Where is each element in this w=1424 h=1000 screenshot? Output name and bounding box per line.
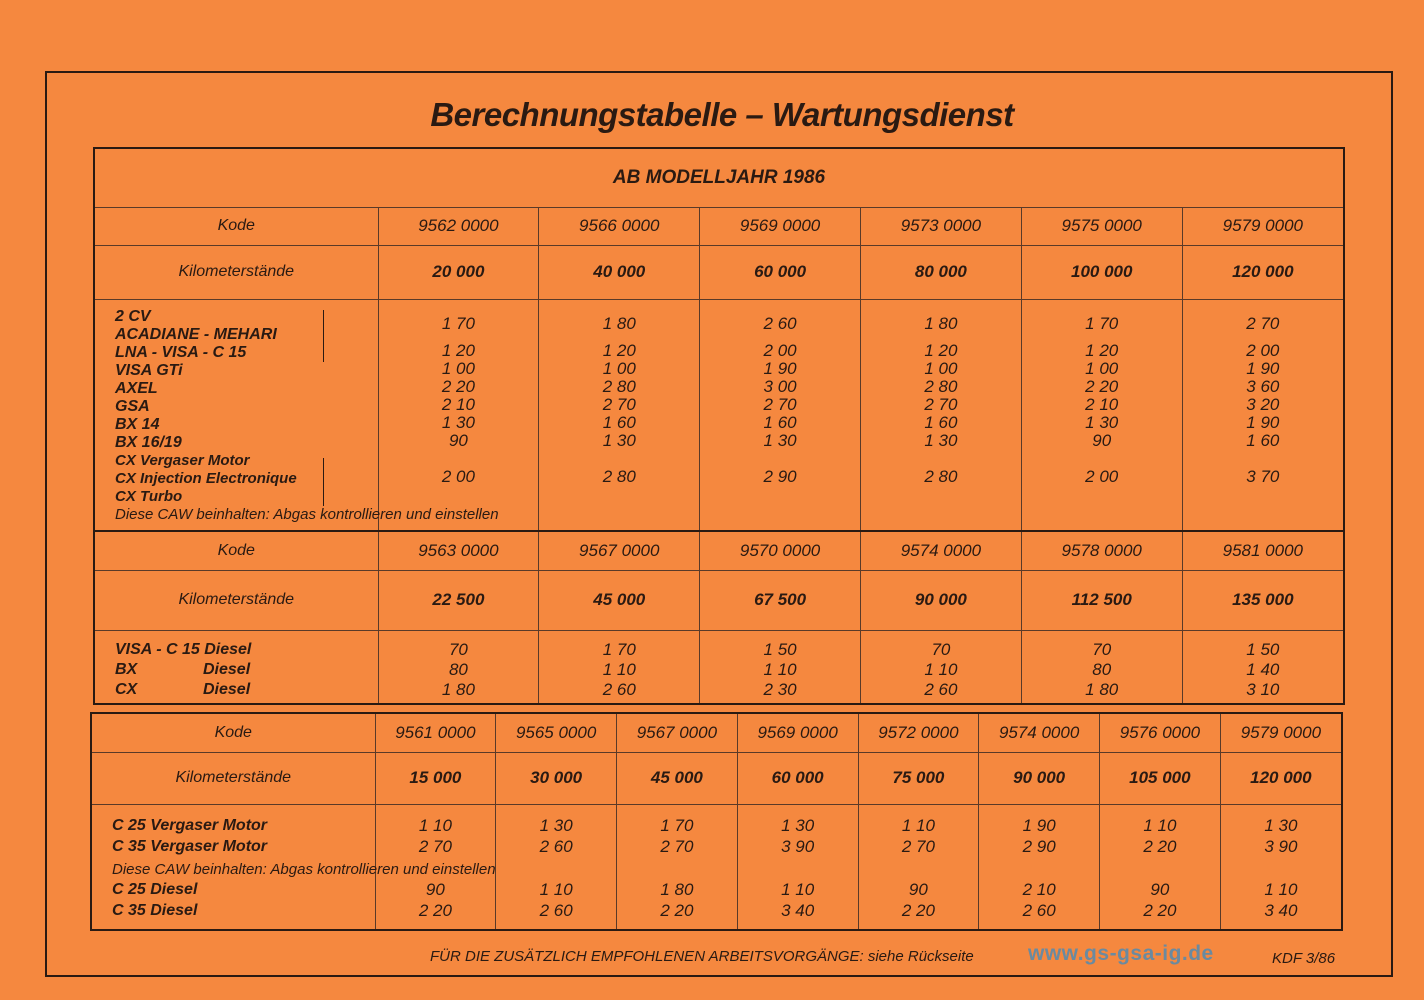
value: 90: [1092, 430, 1112, 450]
value: 2 60: [602, 679, 636, 699]
value-column: [378, 299, 539, 532]
value: 1 30: [781, 815, 815, 835]
code-cell: 9569 0000: [700, 207, 861, 245]
value-column: [539, 299, 700, 532]
code-cell: 9567 0000: [539, 532, 700, 570]
code-row: [95, 207, 1343, 245]
table-section-2: [93, 530, 1345, 705]
value-column: [539, 630, 700, 703]
value: 2 60: [924, 679, 958, 699]
value: 1 30: [763, 430, 797, 450]
value: 2 70: [602, 394, 636, 414]
value: 2 30: [763, 679, 797, 699]
value: 1 10: [901, 815, 935, 835]
model-names: [95, 630, 378, 703]
value: 90: [448, 430, 468, 450]
caw-note: Diese CAW beinhalten: Abgas kontrollieren und einstellen: [115, 505, 499, 523]
value: 2 70: [763, 394, 797, 414]
value: 2 20: [1143, 836, 1177, 856]
value: 1 10: [539, 879, 573, 899]
value: 1 90: [1246, 358, 1280, 378]
value: 1 10: [1143, 815, 1177, 835]
page-title: Berechnungstabelle – Wartungsdienst: [430, 96, 1014, 133]
code-cell: 9567 0000: [617, 714, 738, 752]
brace: [317, 310, 324, 362]
code-cell: 9562 0000: [378, 207, 539, 245]
value: 70: [448, 639, 468, 659]
value: 2 20: [901, 900, 935, 920]
value: 1 90: [763, 358, 797, 378]
value: 1 80: [1085, 679, 1119, 699]
value: 1 70: [660, 815, 694, 835]
km-label: Kilometerstände: [92, 752, 375, 804]
code-cell: 9579 0000: [1182, 207, 1343, 245]
price-row: [95, 299, 1343, 532]
model-name: VISA - C 15 Diesel: [115, 640, 252, 658]
km-label: Kilometerstände: [95, 245, 378, 299]
value: 1 80: [441, 679, 475, 699]
value: 2 00: [1085, 466, 1119, 486]
model-name: LNA - VISA - C 15: [115, 343, 247, 361]
model-name: BX 16/19: [115, 433, 182, 451]
value: 2 60: [539, 900, 573, 920]
value: 2 80: [924, 376, 958, 396]
model-name: CX Vergaser Motor: [115, 451, 250, 469]
watermark-url: www.gs-gsa-ig.de: [1028, 942, 1214, 965]
value: 70: [1092, 639, 1112, 659]
value: 2 20: [1085, 376, 1119, 396]
value: 80: [448, 659, 468, 679]
kode-label: Kode: [95, 207, 378, 245]
value: 3 10: [1246, 679, 1280, 699]
value-column: [1220, 804, 1341, 929]
km-cell: 120 000: [1220, 752, 1341, 804]
value: 1 30: [1264, 815, 1298, 835]
value-column: [860, 299, 1021, 532]
value: 90: [908, 879, 928, 899]
value: 2 00: [441, 466, 475, 486]
value: 1 10: [763, 659, 797, 679]
code-row: [95, 532, 1343, 570]
value: 2 80: [602, 466, 636, 486]
value: 1 00: [1085, 358, 1119, 378]
value-column: [1182, 299, 1343, 532]
km-cell: 22 500: [378, 570, 539, 630]
model-name: CX Injection Electronique: [115, 469, 297, 487]
km-row: [92, 752, 1341, 804]
section-header: AB MODELLJAHR 1986: [95, 149, 1343, 207]
value: 1 20: [924, 340, 958, 360]
model-name: 2 CV: [115, 307, 151, 325]
table-section-3: [90, 712, 1343, 931]
value: 70: [931, 639, 951, 659]
code-cell: 9569 0000: [737, 714, 858, 752]
value-column: [858, 804, 979, 929]
value: 1 70: [1085, 313, 1119, 333]
value: 1 70: [441, 313, 475, 333]
code-cell: 9574 0000: [979, 714, 1100, 752]
value: 2 60: [763, 313, 797, 333]
value: 1 70: [602, 639, 636, 659]
value-column: [979, 804, 1100, 929]
km-cell: 90 000: [979, 752, 1100, 804]
code-row: [92, 714, 1341, 752]
km-cell: 40 000: [539, 245, 700, 299]
kode-label: Kode: [95, 532, 378, 570]
value: 1 10: [924, 659, 958, 679]
value: 1 10: [602, 659, 636, 679]
value: 2 90: [1022, 836, 1056, 856]
price-row: [92, 804, 1341, 929]
table-section-1: [93, 147, 1345, 532]
km-cell: 45 000: [617, 752, 738, 804]
code-cell: 9563 0000: [378, 532, 539, 570]
code-cell: 9579 0000: [1220, 714, 1341, 752]
value: 1 30: [539, 815, 573, 835]
code-cell: 9578 0000: [1021, 532, 1182, 570]
footer-note: FÜR DIE ZUSÄTZLICH EMPFOHLENEN ARBEITSVORGÄNGE: siehe Rückseite: [430, 948, 974, 965]
value: 3 70: [1246, 466, 1280, 486]
model-name: C 35 Vergaser Motor: [112, 837, 268, 855]
value: 1 80: [924, 313, 958, 333]
km-label: Kilometerstände: [95, 570, 378, 630]
value: 1 10: [1264, 879, 1298, 899]
value: 2 80: [602, 376, 636, 396]
value: 3 90: [1264, 836, 1298, 856]
value-column: [700, 299, 861, 532]
model-name: BX Diesel: [115, 660, 251, 678]
km-cell: 100 000: [1021, 245, 1182, 299]
value: 2 10: [1022, 879, 1056, 899]
value: 1 60: [1246, 430, 1280, 450]
value: 1 10: [418, 815, 452, 835]
value: 2 70: [418, 836, 452, 856]
value: 1 30: [924, 430, 958, 450]
km-cell: 90 000: [860, 570, 1021, 630]
value: 1 40: [1246, 659, 1280, 679]
value-column: [617, 804, 738, 929]
km-cell: 80 000: [860, 245, 1021, 299]
km-cell: 105 000: [1100, 752, 1221, 804]
value-column: [1100, 804, 1221, 929]
brace: [317, 458, 324, 506]
value: 1 00: [924, 358, 958, 378]
km-cell: 30 000: [496, 752, 617, 804]
caw-note: Diese CAW beinhalten: Abgas kontrollieren und einstellen: [112, 860, 496, 878]
model-name: CX Diesel: [115, 680, 251, 698]
value: 2 80: [924, 466, 958, 486]
value: 1 60: [924, 412, 958, 432]
value: 90: [425, 879, 445, 899]
value: 1 20: [1085, 340, 1119, 360]
value: 2 70: [901, 836, 935, 856]
code-cell: 9574 0000: [860, 532, 1021, 570]
code-cell: 9575 0000: [1021, 207, 1182, 245]
value: 1 90: [1246, 412, 1280, 432]
value: 2 60: [1022, 900, 1056, 920]
value: 3 40: [1264, 900, 1298, 920]
code-cell: 9565 0000: [496, 714, 617, 752]
value: 2 70: [660, 836, 694, 856]
value-column: [737, 804, 858, 929]
km-row: [95, 570, 1343, 630]
model-name: C 25 Vergaser Motor: [112, 816, 268, 834]
km-cell: 135 000: [1182, 570, 1343, 630]
value: 2 10: [1085, 394, 1119, 414]
model-name: AXEL: [115, 379, 158, 397]
value: 1 00: [441, 358, 475, 378]
code-cell: 9566 0000: [539, 207, 700, 245]
code-cell: 9572 0000: [858, 714, 979, 752]
value: 1 80: [660, 879, 694, 899]
model-name: VISA GTi: [115, 361, 183, 379]
value: 1 90: [1022, 815, 1056, 835]
document-code: KDF 3/86: [1272, 950, 1336, 967]
value: 2 70: [924, 394, 958, 414]
model-name: GSA: [115, 397, 150, 415]
value-column: [378, 630, 539, 703]
model-name: BX 14: [115, 415, 160, 433]
km-cell: 45 000: [539, 570, 700, 630]
value: 3 90: [781, 836, 815, 856]
km-cell: 60 000: [700, 245, 861, 299]
value-column: [860, 630, 1021, 703]
value: 1 10: [781, 879, 815, 899]
km-cell: 67 500: [700, 570, 861, 630]
value: 80: [1092, 659, 1112, 679]
value: 2 00: [1246, 340, 1280, 360]
value-column: [496, 804, 617, 929]
km-cell: 112 500: [1021, 570, 1182, 630]
value: 3 20: [1246, 394, 1280, 414]
value-column: [1021, 299, 1182, 532]
value: 1 60: [602, 412, 636, 432]
value: 2 20: [660, 900, 694, 920]
value: 1 30: [1085, 412, 1119, 432]
model-name: C 35 Diesel: [112, 901, 198, 919]
value-column: [700, 630, 861, 703]
value: 2 20: [441, 376, 475, 396]
model-name: CX Turbo: [115, 487, 183, 505]
model-name: ACADIANE - MEHARI: [115, 325, 277, 343]
value: 90: [1150, 879, 1170, 899]
km-row: [95, 245, 1343, 299]
code-cell: 9573 0000: [860, 207, 1021, 245]
value: 1 30: [441, 412, 475, 432]
code-cell: 9576 0000: [1100, 714, 1221, 752]
value: 1 00: [602, 358, 636, 378]
value: 1 50: [763, 639, 797, 659]
value: 2 20: [418, 900, 452, 920]
value: 2 90: [763, 466, 797, 486]
price-row: [95, 630, 1343, 703]
value: 2 60: [539, 836, 573, 856]
value: 1 20: [441, 340, 475, 360]
value: 1 20: [602, 340, 636, 360]
value: 3 40: [781, 900, 815, 920]
km-cell: 120 000: [1182, 245, 1343, 299]
value: 2 00: [763, 340, 797, 360]
value: 1 60: [763, 412, 797, 432]
value-column: [1182, 630, 1343, 703]
value: 1 30: [602, 430, 636, 450]
value: 2 10: [441, 394, 475, 414]
model-name: C 25 Diesel: [112, 880, 198, 898]
code-cell: 9561 0000: [375, 714, 496, 752]
value: 1 50: [1246, 639, 1280, 659]
km-cell: 75 000: [858, 752, 979, 804]
kode-label: Kode: [92, 714, 375, 752]
km-cell: 15 000: [375, 752, 496, 804]
value-column: [1021, 630, 1182, 703]
km-cell: 20 000: [378, 245, 539, 299]
code-cell: 9581 0000: [1182, 532, 1343, 570]
value: 1 80: [602, 313, 636, 333]
km-cell: 60 000: [737, 752, 858, 804]
code-cell: 9570 0000: [700, 532, 861, 570]
value: 3 60: [1246, 376, 1280, 396]
value: 2 70: [1246, 313, 1280, 333]
value: 3 00: [763, 376, 797, 396]
value: 2 20: [1143, 900, 1177, 920]
